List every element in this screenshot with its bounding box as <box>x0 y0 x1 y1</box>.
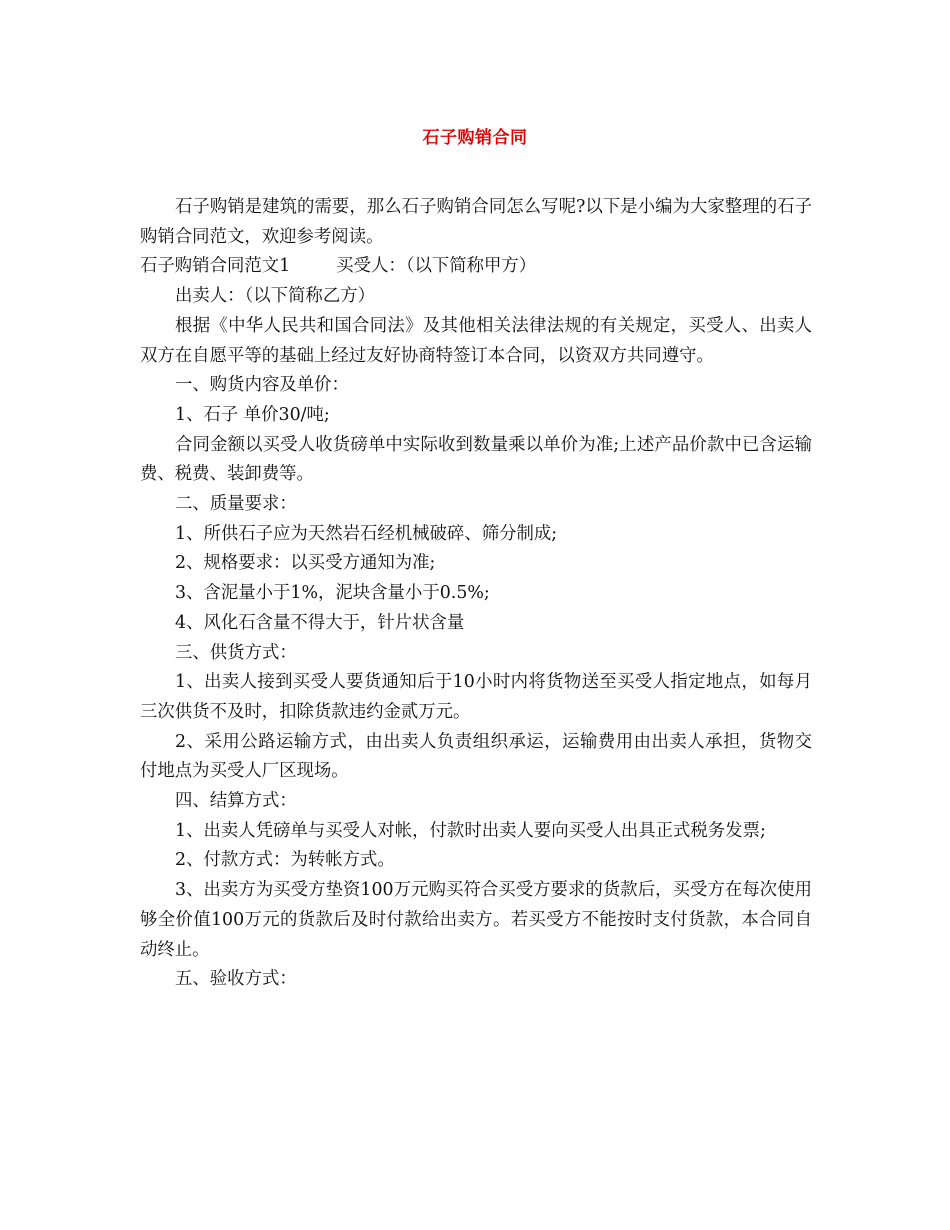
paragraph-seller: 出卖人：（以下简称乙方） <box>175 286 375 307</box>
document-title: 石子购销合同 <box>422 128 528 148</box>
section-heading-4: 四、结算方式： <box>175 791 297 812</box>
document-body <box>140 193 812 995</box>
buyer-line: 买受人：（以下简称甲方） <box>336 256 537 277</box>
sample-title: 石子购销合同范文1 <box>140 256 291 277</box>
paragraph-settlement-3: 3、出卖方为买受方垫资100万元购买符合买受方要求的货款后，买受方在每次使用够全价值100万元的货款后及时付款给出卖方。若买受方不能按时支付货款，本合同自动终止。 <box>140 880 812 960</box>
paragraph-price: 1、石子 单价30/吨; <box>175 404 330 425</box>
paragraph-quality-2: 2、规格要求：以买受方通知为准; <box>175 553 436 574</box>
paragraph-intro: 石子购销是建筑的需要，那么石子购销合同怎么写呢?以下是小编为大家整理的石子购销合同范文，欢迎参考阅读。 <box>140 197 812 247</box>
paragraph-sample-heading <box>140 252 812 282</box>
paragraph-supply-2: 2、采用公路运输方式，由出卖人负责组织承运，运输费用由出卖人承担，货物交付地点为买受人厂区现场。 <box>140 731 812 782</box>
paragraph-quality-3: 3、含泥量小于1%，泥块含量小于0.5%; <box>175 583 490 604</box>
paragraph-settlement-2: 2、付款方式：为转帐方式。 <box>175 850 395 871</box>
section-heading-1: 一、购货内容及单价： <box>175 375 349 396</box>
paragraph-basis: 根据《中华人民共和国合同法》及其他相关法律法规的有关规定，买受人、出卖人双方在自愿平等的基础上经过友好协商特签订本合同，以资双方共同遵守。 <box>140 315 812 366</box>
paragraph-amount: 合同金额以买受人收货磅单中实际收到数量乘以单价为准;上述产品价款中已含运输费、税费、装卸费等。 <box>140 434 812 485</box>
section-heading-3: 三、供货方式： <box>175 642 297 663</box>
paragraph-supply-1: 1、出卖人接到买受人要货通知后于10小时内将货物送至买受人指定地点，如每月三次供货不及时，扣除货款违约金贰万元。 <box>140 672 812 722</box>
section-heading-5: 五、验收方式： <box>175 969 297 990</box>
paragraph-settlement-1: 1、出卖人凭磅单与买受人对帐，付款时出卖人要向买受人出具正式税务发票; <box>175 820 766 841</box>
paragraph-quality-1: 1、所供石子应为天然岩石经机械破碎、筛分制成; <box>175 523 558 544</box>
section-heading-2: 二、质量要求： <box>175 494 297 515</box>
paragraph-quality-4: 4、风化石含量不得大于，针片状含量 <box>175 612 465 633</box>
